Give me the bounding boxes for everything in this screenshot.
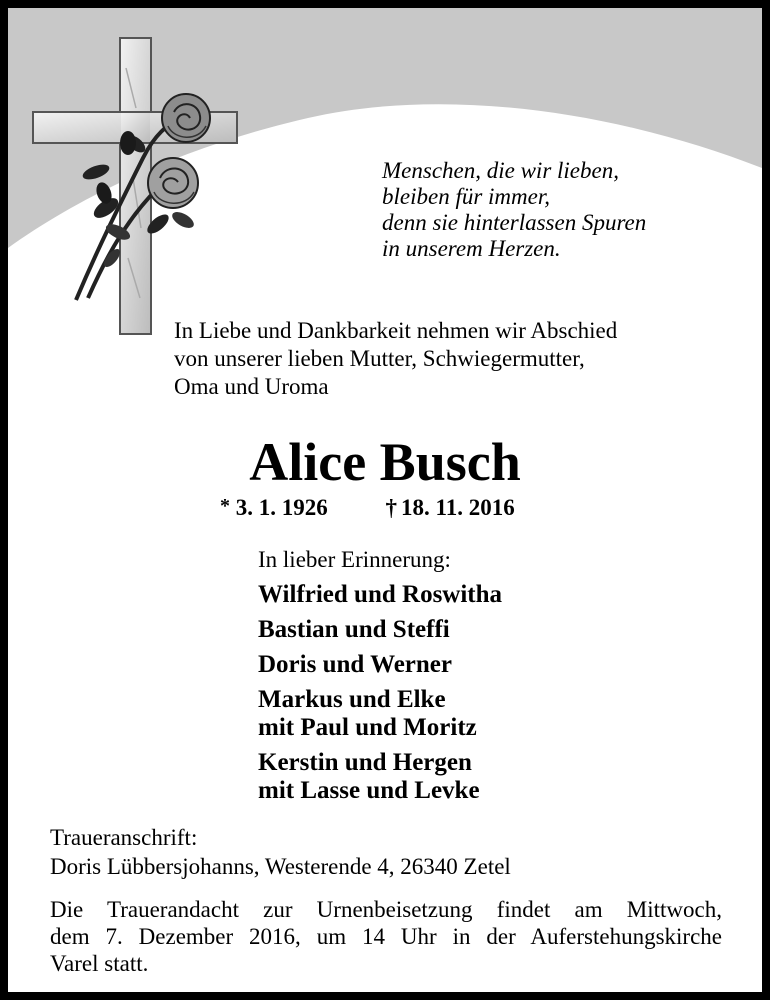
family-lead: In lieber Erinnerung:	[258, 547, 451, 572]
family-member: Markus und Elke	[258, 686, 446, 713]
cross-with-roses-icon	[8, 8, 248, 338]
intro-text	[174, 317, 617, 401]
family-group	[258, 616, 502, 644]
deceased-name: Alice Busch	[249, 432, 521, 492]
life-dates	[220, 492, 515, 522]
address-line: Doris Lübbersjohanns, Westerende 4, 26340 Zetel	[50, 854, 511, 879]
notice-line: Varel statt.	[50, 951, 149, 976]
death-date: 18. 11. 2016	[401, 495, 515, 520]
family-member: Wilfried und Roswitha	[258, 581, 503, 608]
birth-date: 3. 1. 1926	[235, 495, 328, 520]
notice-line: dem 7. Dezember 2016, um 14 Uhr in der Auferstehungskirche	[50, 924, 722, 949]
intro-line: Oma und Uroma	[174, 374, 329, 399]
death-cross-icon: †	[385, 495, 397, 520]
family-member: mit Paul und Moritz	[258, 714, 477, 741]
quote-line: denn sie hinterlassen Spuren	[382, 210, 647, 235]
service-notice	[50, 896, 722, 977]
intro-line: von unserer lieben Mutter, Schwiegermutter,	[174, 346, 585, 371]
family-list	[258, 546, 502, 805]
address-label: Traueranschrift:	[50, 825, 198, 850]
birth-star-icon: *	[220, 495, 230, 517]
quote-line: Menschen, die wir lieben,	[382, 158, 619, 183]
family-member: mit Lasse und Levke	[258, 777, 480, 804]
notice-line: Die Trauerandacht zur Urnenbeisetzung findet am Mittwoch,	[50, 897, 722, 922]
family-member: Kerstin und Hergen	[258, 749, 472, 776]
family-member: Doris und Werner	[258, 651, 452, 678]
quote-line: in unserem Herzen.	[382, 236, 561, 261]
quote-line: bleiben für immer,	[382, 184, 551, 209]
family-member: Bastian und Steffi	[258, 616, 450, 643]
family-group	[258, 581, 502, 609]
intro-line: In Liebe und Dankbarkeit nehmen wir Abschied	[174, 318, 618, 343]
quote-block	[382, 158, 646, 262]
mourning-address	[50, 823, 511, 881]
family-group	[258, 686, 502, 742]
family-group	[258, 749, 502, 805]
family-group	[258, 651, 502, 679]
